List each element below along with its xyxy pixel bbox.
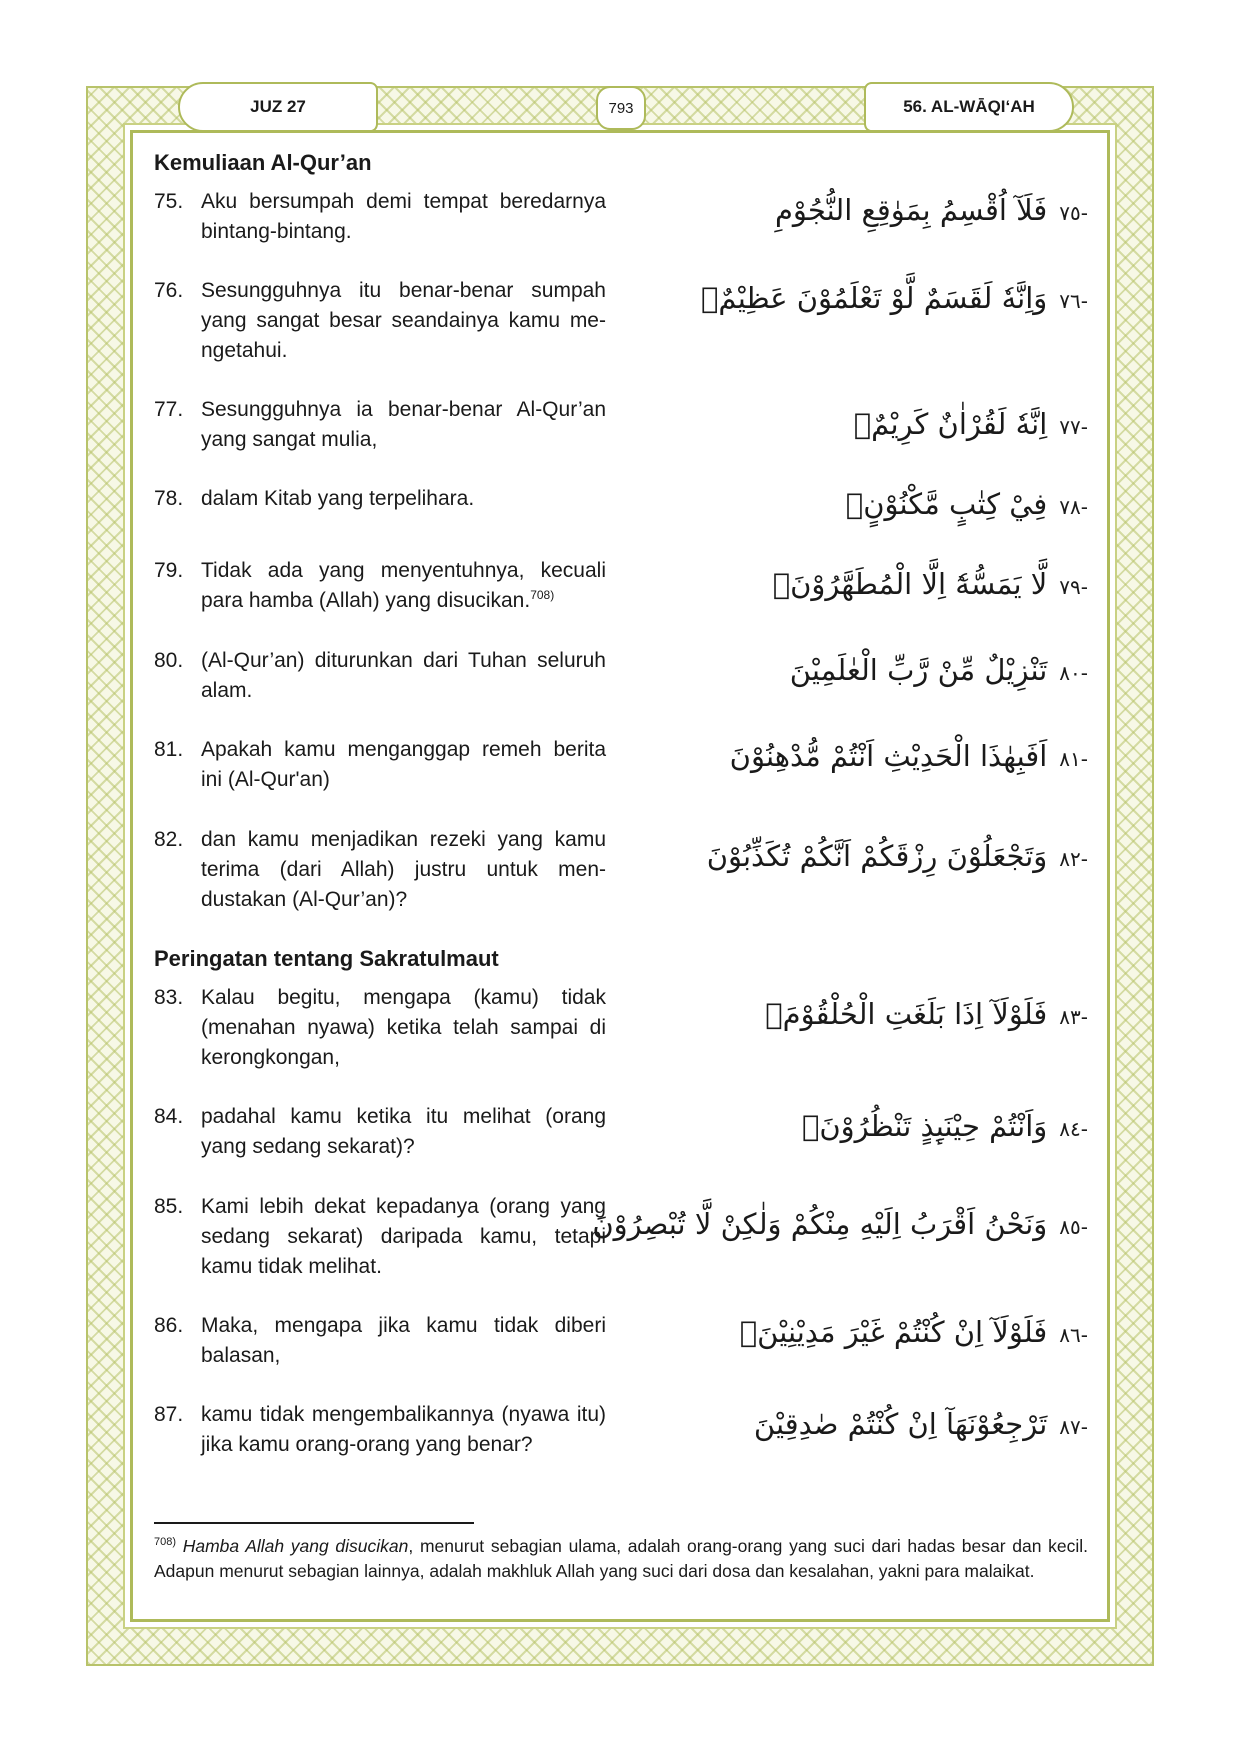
section-title: Kemuliaan Al-Qur’an — [154, 150, 372, 175]
verse-text — [201, 556, 606, 616]
arabic-verse — [628, 1106, 1088, 1149]
arabic-verse-number: -٨٧ — [1059, 1415, 1088, 1439]
arabic-verse-number: -٨١ — [1059, 747, 1088, 771]
verse-translation — [154, 646, 606, 706]
verse-text: dan kamu menjadikan rezeki yang kamu terima (dari Allah) justru untuk mendustakan (Al-Qur’an)? — [201, 828, 606, 911]
arabic-text: فَلَوْلَآ اِذَا بَلَغَتِ الْحُلْقُوْمَۙ — [765, 997, 1048, 1031]
verse-translation — [154, 187, 606, 247]
verse-translation — [154, 825, 606, 915]
surah-title: 56. AL-WĀQI‘AH — [864, 82, 1074, 132]
verse-text: Sesungguhnya ia benar-benar Al-Qur’an yang sangat mulia, — [201, 398, 606, 451]
arabic-verse — [628, 1312, 1088, 1355]
arabic-verse-number: -٧٦ — [1059, 289, 1088, 313]
verse-number: 78. — [154, 487, 184, 510]
verse-translation — [154, 1400, 606, 1460]
verse-text: Aku bersumpah demi tempat beredarnya bintang-bintang. — [201, 190, 606, 243]
verse-text: Apakah kamu menganggap remeh berita ini (Al-Qur'an) — [201, 738, 606, 791]
arabic-verse-number: -٨٤ — [1059, 1117, 1088, 1141]
arabic-verse — [628, 484, 1088, 527]
verse-number: 83. — [154, 986, 184, 1009]
verse-number: 85. — [154, 1195, 184, 1218]
arabic-verse-number: -٨٢ — [1059, 847, 1088, 871]
arabic-verse — [628, 190, 1088, 233]
verse-translation — [154, 735, 606, 795]
verse-translation — [154, 395, 606, 455]
arabic-verse-number: -٧٨ — [1059, 495, 1088, 519]
verse-number: 87. — [154, 1403, 184, 1426]
arabic-verse — [628, 1404, 1088, 1447]
verse-translation — [154, 983, 606, 1073]
arabic-text: وَاَنْتُمْ حِيْنَىِٕذٍ تَنْظُرُوْنَۙ — [801, 1109, 1048, 1143]
arabic-verse — [628, 564, 1088, 607]
verse-number: 79. — [154, 559, 184, 582]
verse-number: 80. — [154, 649, 184, 672]
arabic-verse — [628, 404, 1088, 447]
arabic-verse-number: -٧٩ — [1059, 575, 1088, 599]
verse-number: 86. — [154, 1314, 184, 1337]
arabic-text: فِيْ كِتٰبٍ مَّكْنُوْنٍۙ — [845, 487, 1048, 521]
verse-number: 76. — [154, 279, 184, 302]
verse-number: 75. — [154, 190, 184, 213]
section-title: Peringatan tentang Sakratulmaut — [154, 946, 499, 971]
verse-number: 82. — [154, 828, 184, 851]
juz-label: JUZ 27 — [178, 82, 378, 132]
verse-text: Sesungguhnya itu benar-benar sumpah yang sangat besar seandainya kamu mengetahui. — [201, 279, 606, 362]
arabic-text: وَنَحْنُ اَقْرَبُ اِلَيْهِ مِنْكُمْ وَلٰكِنْ لَّا تُبْصِرُوْنَ — [592, 1207, 1048, 1241]
verse-text: dalam Kitab yang terpelihara. — [201, 487, 475, 510]
footnote-divider — [154, 1522, 474, 1524]
arabic-text: اِنَّهٗ لَقُرْاٰنٌ كَرِيْمٌۙ — [853, 407, 1048, 441]
footnote-marker: 708) — [154, 1536, 177, 1548]
verse-number: 77. — [154, 398, 184, 421]
arabic-text: اَفَبِهٰذَا الْحَدِيْثِ اَنْتُمْ مُّدْهِنُوْنَ — [729, 739, 1048, 773]
arabic-verse-number: -٨٠ — [1059, 661, 1088, 685]
verse-translation — [154, 484, 606, 514]
arabic-verse-number: -٨٦ — [1059, 1323, 1088, 1347]
arabic-text: تَرْجِعُوْنَهَآ اِنْ كُنْتُمْ صٰدِقِيْنَ — [753, 1407, 1048, 1441]
arabic-verse-number: -٧٥ — [1059, 201, 1088, 225]
verse-translation — [154, 276, 606, 366]
verse-translation — [154, 1311, 606, 1371]
footnote-ref[interactable]: 708) — [530, 588, 555, 602]
verse-text-body: Tidak ada yang menyentuhnya, kecuali para hamba (Allah) yang disucikan. — [201, 559, 606, 612]
arabic-text: تَنْزِيْلٌ مِّنْ رَّبِّ الْعٰلَمِيْنَ — [789, 653, 1048, 687]
arabic-text: وَتَجْعَلُوْنَ رِزْقَكُمْ اَنَّكُمْ تُكَذِّبُوْنَ — [706, 839, 1048, 873]
arabic-verse — [592, 1204, 1088, 1247]
page-number: 793 — [596, 86, 646, 130]
verse-number: 84. — [154, 1105, 184, 1128]
arabic-verse-number: -٨٣ — [1059, 1005, 1088, 1029]
arabic-verse-number: -٨٥ — [1059, 1215, 1088, 1239]
verse-text: (Al-Qur’an) diturunkan dari Tuhan seluruh alam. — [201, 649, 606, 702]
arabic-verse — [628, 836, 1088, 879]
arabic-verse — [628, 736, 1088, 779]
arabic-text: لَّا يَمَسُّهٗٓ اِلَّا الْمُطَهَّرُوْنَۙ — [772, 567, 1048, 601]
verse-number: 81. — [154, 738, 184, 761]
verse-translation — [154, 1102, 606, 1162]
verse-translation — [154, 1192, 606, 1282]
footnote-text: , menurut sebagian ulama, adalah orang-orang yang suci dari hadas besar dan kecil. Adapun menurut sebagian lainnya, adalah makhluk Allah yang suci dari dosa dan kesalahan, yakni para malaikat. — [154, 1535, 1089, 1581]
footnote — [154, 1530, 1088, 1584]
arabic-verse — [628, 650, 1088, 693]
arabic-text: وَاِنَّهٗ لَقَسَمٌ لَّوْ تَعْلَمُوْنَ عَظِيْمٌۙ — [700, 281, 1048, 315]
verse-text: kamu tidak mengembalikannya (nyawa itu) jika kamu orang-orang yang benar? — [201, 1403, 606, 1456]
verse-translation — [154, 556, 606, 616]
arabic-text: فَلَوْلَآ اِنْ كُنْتُمْ غَيْرَ مَدِيْنِيْنَۙ — [739, 1315, 1048, 1349]
arabic-verse — [628, 994, 1088, 1037]
verse-text: Maka, mengapa jika kamu tidak diberi balasan, — [201, 1314, 606, 1367]
footnote-term: Hamba Allah yang disucikan — [182, 1535, 409, 1556]
verse-text: Kami lebih dekat kepadanya (orang yang sedang sekarat) daripada kamu, tetapi kamu tidak melihat. — [201, 1195, 606, 1278]
verse-text: padahal kamu ketika itu melihat (orang yang sedang sekarat)? — [201, 1105, 606, 1158]
verse-text: Kalau begitu, mengapa (kamu) tidak (menahan nyawa) ketika telah sampai di kerongkongan, — [201, 986, 606, 1069]
arabic-verse-number: -٧٧ — [1059, 415, 1088, 439]
arabic-text: فَلَآ اُقْسِمُ بِمَوٰقِعِ النُّجُوْمِ — [774, 193, 1048, 227]
arabic-verse — [628, 278, 1088, 321]
